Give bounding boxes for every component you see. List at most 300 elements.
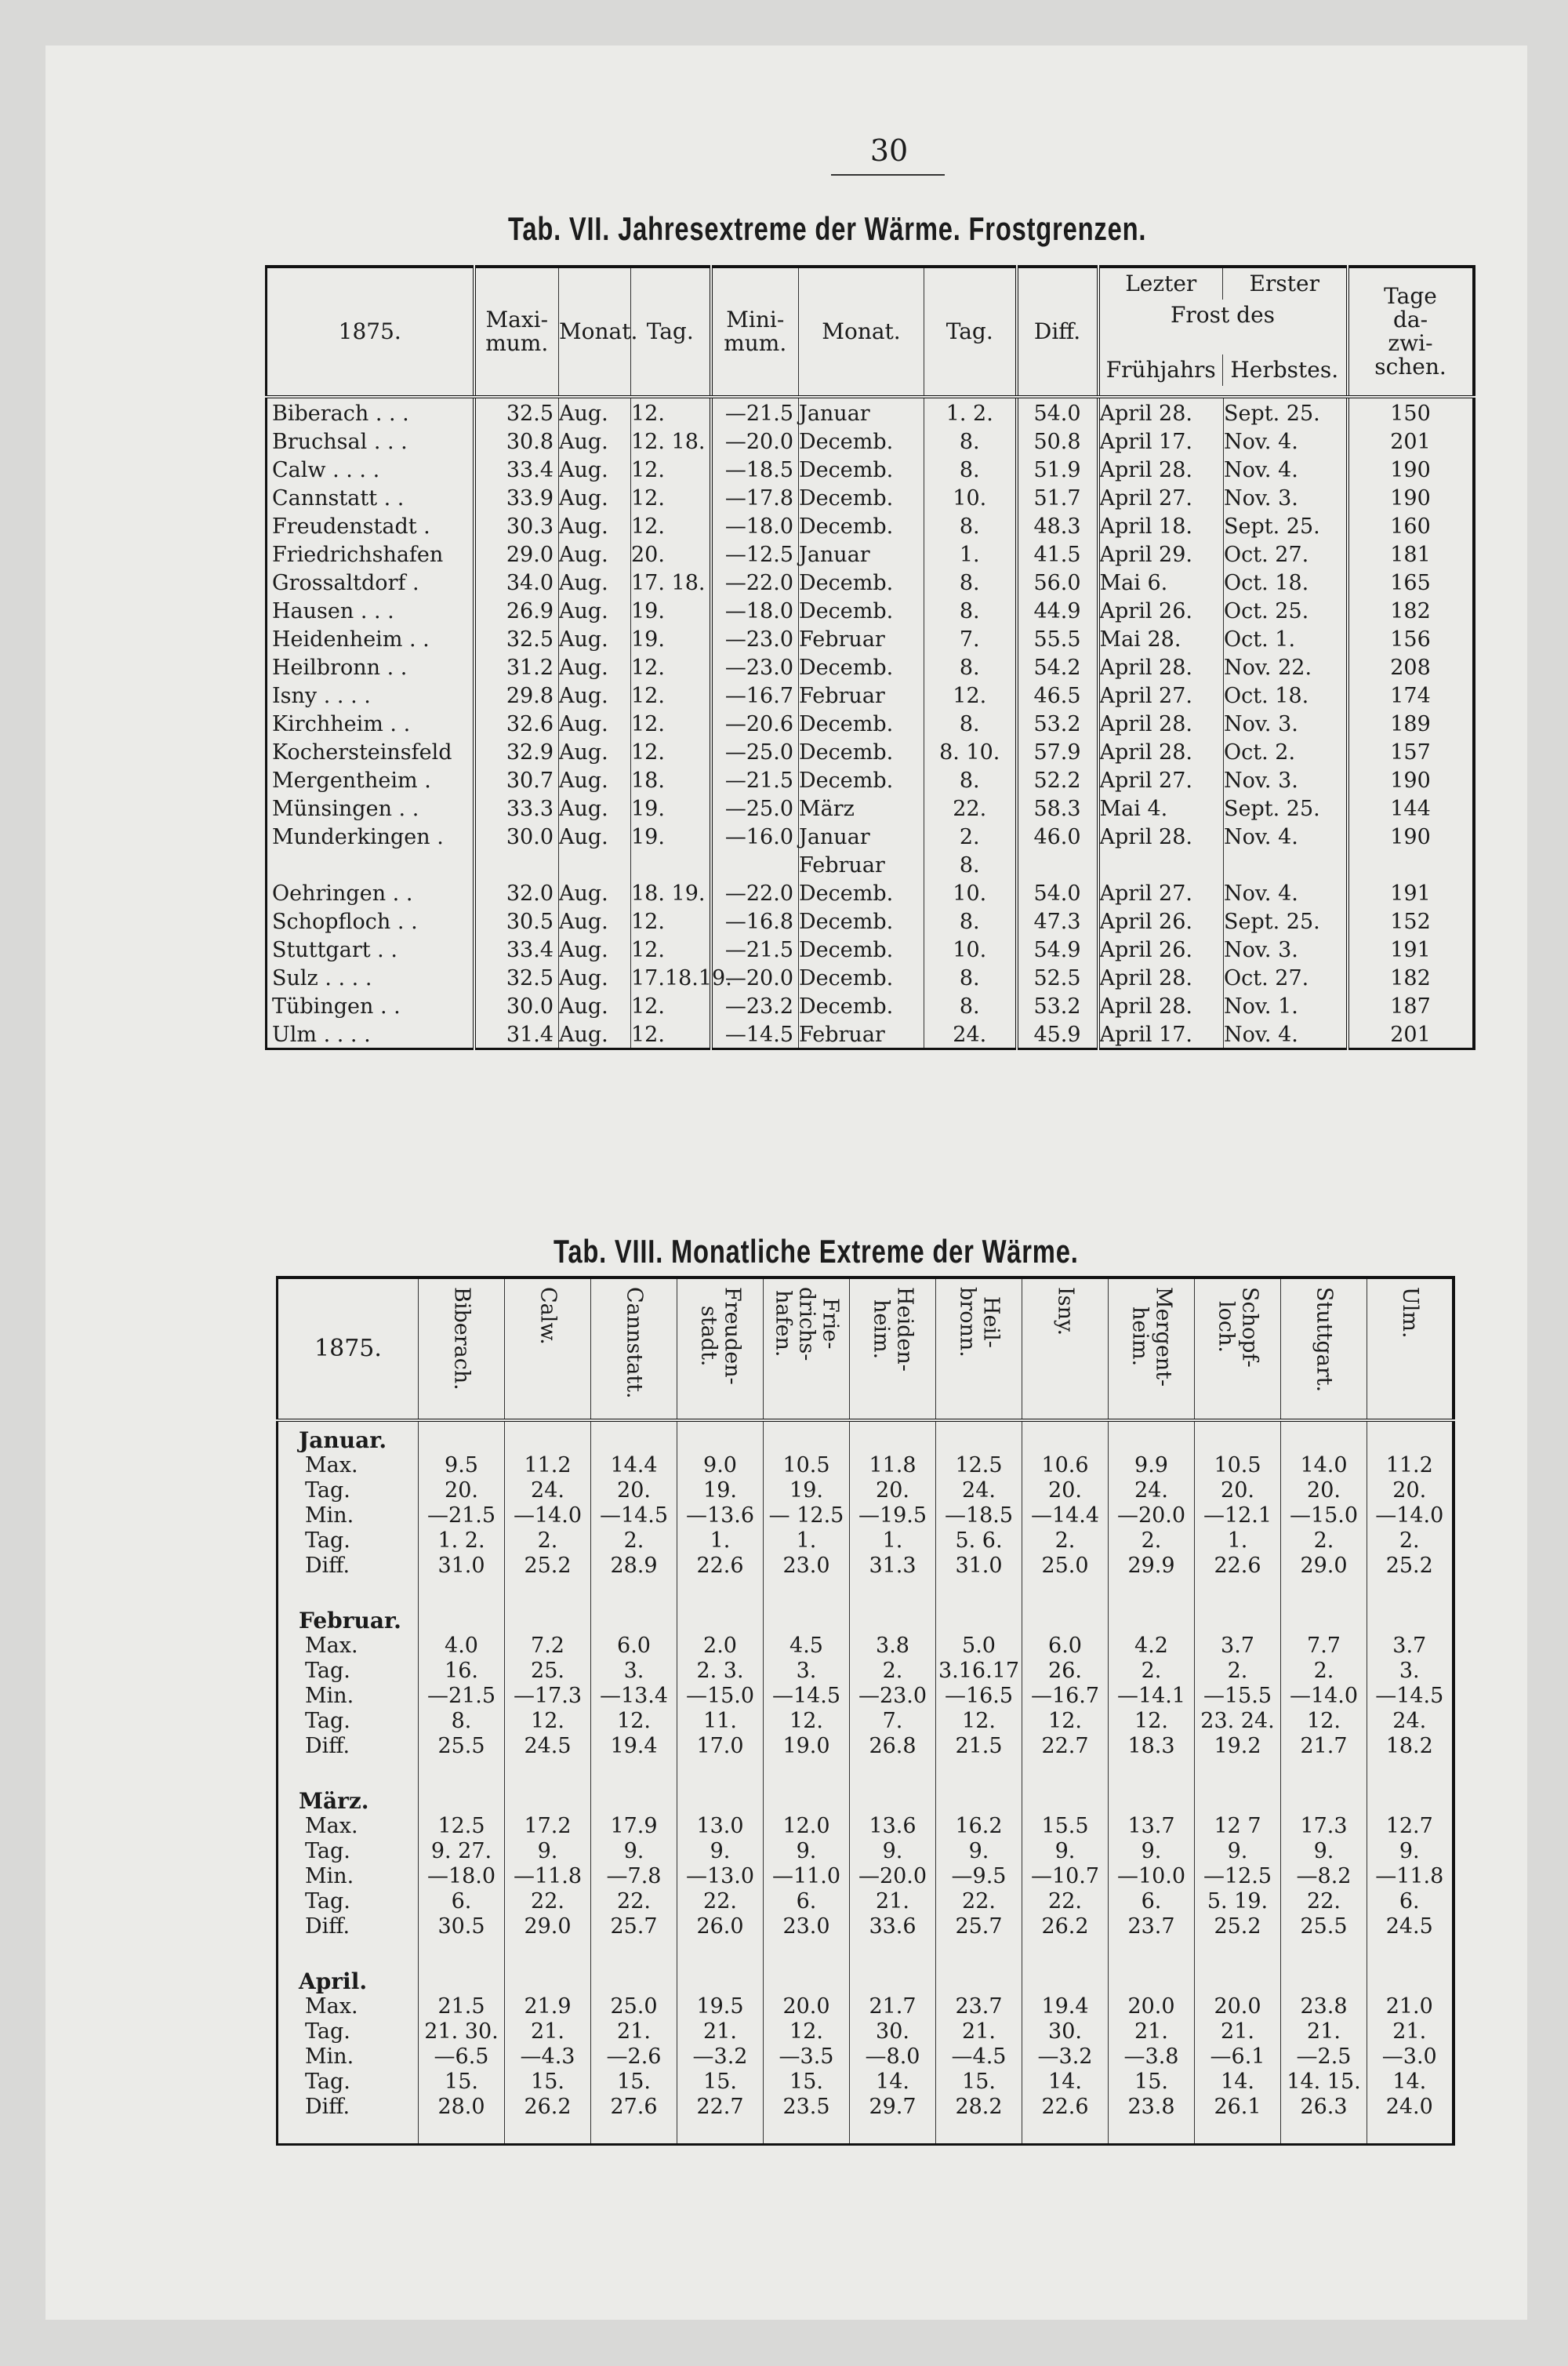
tab8-cell: —7.8: [591, 1864, 677, 1889]
tab8-cell: 23.8: [1109, 2095, 1195, 2145]
tab7-cell: Aug.: [559, 568, 631, 596]
tab7-cell: 152: [1348, 907, 1474, 935]
tab8-cell: 14.: [1367, 2070, 1454, 2095]
tab8-cell: 14.: [1195, 2070, 1281, 2095]
tab8-cell: 21.5: [419, 1994, 505, 2019]
tab7-cell: 47.3: [1017, 907, 1098, 935]
tab8-empty-cell: [1367, 1420, 1454, 1453]
tab8-cell: 15.: [1109, 2070, 1195, 2095]
tab8-station-header: [591, 1277, 677, 1420]
tab7-cell: 12.: [924, 681, 1017, 709]
tab7-header-tag2: Tag.: [924, 267, 1017, 397]
tab8-cell: 20.: [1367, 1478, 1454, 1503]
tab7-cell: 32.9: [474, 737, 559, 765]
tab8-row: [278, 1528, 1454, 1554]
tab8-cell: 12.0: [764, 1814, 850, 1839]
tab7-cell: 50.8: [1017, 427, 1098, 455]
tab7-cell: Mai 6.: [1098, 568, 1224, 596]
tab7-cell: Decemb.: [799, 963, 924, 991]
tab8-row-label: Min.: [305, 1684, 354, 1708]
tab8-cell: 9.: [764, 1839, 850, 1864]
tab7-cell: Nov. 1.: [1224, 991, 1348, 1019]
tab8-cell: —11.0: [764, 1864, 850, 1889]
tab8-row: [278, 1864, 1454, 1889]
tab8-row-label: Diff.: [305, 1734, 350, 1758]
tab8-empty-cell: [764, 1963, 850, 1994]
tab8-cell: 4.5: [764, 1634, 850, 1659]
tab8-empty-cell: [677, 1963, 764, 1994]
tab7-station: Grossaltdorf .: [272, 571, 419, 595]
tab7-cell: —14.5: [711, 1019, 799, 1049]
tab7-cell: April 18.: [1098, 511, 1224, 540]
tab8-month-name: April.: [299, 1968, 368, 1994]
tab7-header-frost: [1098, 267, 1348, 397]
tab7-cell: 30.3: [474, 511, 559, 540]
tab8-cell: 30.: [850, 2019, 936, 2044]
tab7-cell: [631, 850, 711, 878]
tab7-cell: 182: [1348, 963, 1474, 991]
tab7-cell: 24.: [924, 1019, 1017, 1049]
tab7-cell: Nov. 4.: [1224, 455, 1348, 483]
tab7-cell: 34.0: [474, 568, 559, 596]
tab7-cell: Mai 28.: [1098, 624, 1224, 652]
tab7-cell: 157: [1348, 737, 1474, 765]
tab7-body: [267, 397, 1474, 1049]
tab7-cell: Aug.: [559, 596, 631, 624]
tab8-empty-cell: [850, 1420, 936, 1453]
tab7-station: Stuttgart . .: [272, 938, 397, 962]
tab8-cell: —2.5: [1281, 2044, 1367, 2070]
tab8-cell: 19.4: [591, 1734, 677, 1783]
tab8-cell: 3.: [764, 1659, 850, 1684]
tab7-row: [267, 568, 1474, 596]
tab8-cell: 24.: [936, 1478, 1022, 1503]
tab8-cell: 20.: [419, 1478, 505, 1503]
tab7-cell: April 28.: [1098, 455, 1224, 483]
tab7-cell: 33.3: [474, 794, 559, 822]
tab7-cell: 30.0: [474, 822, 559, 850]
tab8-cell: 5. 19.: [1195, 1889, 1281, 1914]
tab8-month-name: März.: [299, 1788, 369, 1814]
tab7-cell: 144: [1348, 794, 1474, 822]
tab8-empty-cell: [591, 1963, 677, 1994]
tab8-cell: 19.5: [677, 1994, 764, 2019]
tab8-cell: 3.7: [1367, 1634, 1454, 1659]
tab8-cell: 28.9: [591, 1554, 677, 1602]
tab8-cell: —14.5: [764, 1684, 850, 1709]
tab8-cell: —12.1: [1195, 1503, 1281, 1528]
tab8-cell: 12 7: [1195, 1814, 1281, 1839]
tab7-cell: 54.0: [1017, 397, 1098, 427]
tab7-cell: 53.2: [1017, 991, 1098, 1019]
tab8-empty-cell: [1281, 1420, 1367, 1453]
tab8-empty-cell: [850, 1602, 936, 1634]
tab8-empty-cell: [1109, 1420, 1195, 1453]
tab8-cell: 23.5: [764, 2095, 850, 2145]
tab8-cell: 9.0: [677, 1453, 764, 1478]
tab8-cell: 21.9: [505, 1994, 591, 2019]
tab7-cell: 12.: [631, 483, 711, 511]
tab8-cell: 12.: [1109, 1709, 1195, 1734]
tab8-cell: 31.0: [936, 1554, 1022, 1602]
tab7-cell: 190: [1348, 455, 1474, 483]
tab7-cell: [474, 850, 559, 878]
tab7-cell: Decemb.: [799, 511, 924, 540]
tab8-cell: —3.2: [677, 2044, 764, 2070]
tab8-empty-cell: [936, 1602, 1022, 1634]
tab7-cell: 8.: [924, 511, 1017, 540]
tab8-station-name: Mergent- heim.: [1127, 1287, 1176, 1387]
tab7-cell: Decemb.: [799, 935, 924, 963]
tab8-empty-cell: [1195, 1420, 1281, 1453]
tab8-station-name: Biberach.: [449, 1287, 474, 1390]
tab8-empty-cell: [591, 1420, 677, 1453]
tab7-row: [267, 624, 1474, 652]
tab8-row: [278, 1634, 1454, 1659]
tab8-cell: 21.5: [936, 1734, 1022, 1783]
tab7-cell: 30.0: [474, 991, 559, 1019]
tab7-cell: 12.: [631, 652, 711, 681]
tab8-empty-cell: [505, 1420, 591, 1453]
tab8-empty-cell: [1195, 1783, 1281, 1814]
tab7-cell: 10.: [924, 483, 1017, 511]
tab7-cell: 46.0: [1017, 822, 1098, 850]
tab8-cell: 15.: [764, 2070, 850, 2095]
tab8-cell: 21.: [677, 2019, 764, 2044]
tab7-cell: 8. 10.: [924, 737, 1017, 765]
tab7-cell: Nov. 3.: [1224, 709, 1348, 737]
tab7-row: [267, 935, 1474, 963]
tab8-cell: 6.: [1367, 1889, 1454, 1914]
tab8-cell: 21.: [591, 2019, 677, 2044]
tab8-cell: —15.5: [1195, 1684, 1281, 1709]
tab7-cell: 56.0: [1017, 568, 1098, 596]
tab7-row: [267, 991, 1474, 1019]
tab8-cell: 6.: [764, 1889, 850, 1914]
tab7-cell: Aug.: [559, 483, 631, 511]
tab8-empty-cell: [764, 1783, 850, 1814]
tab7-cell: Nov. 4.: [1224, 822, 1348, 850]
page-number-rule: [831, 174, 945, 176]
tab7-station: Freudenstadt .: [272, 514, 430, 539]
tab8-cell: 22.: [1022, 1889, 1109, 1914]
tab8-empty-cell: [1367, 1783, 1454, 1814]
tab7-row: [267, 455, 1474, 483]
tab8-cell: 4.0: [419, 1634, 505, 1659]
tab7-cell: Januar: [799, 540, 924, 568]
tab7-cell: 8.: [924, 427, 1017, 455]
tab7-cell: 30.7: [474, 765, 559, 794]
tab7-cell: 160: [1348, 511, 1474, 540]
tab8-cell: 2.: [1109, 1528, 1195, 1554]
tab7-header-monat2: Monat.: [799, 267, 924, 397]
tab8-cell: 14.4: [591, 1453, 677, 1478]
tab7-cell: April 26.: [1098, 907, 1224, 935]
tab7-header-monat: Monat.: [559, 267, 631, 397]
tab7-cell: 58.3: [1017, 794, 1098, 822]
tab8-row-label: Tag.: [305, 1839, 350, 1863]
tab8-body: [278, 1420, 1454, 2145]
tab8-cell: —14.0: [1367, 1503, 1454, 1528]
tab8-cell: 19.: [764, 1478, 850, 1503]
tab8-empty-cell: [591, 1783, 677, 1814]
tab7-cell: April 17.: [1098, 427, 1224, 455]
tab7-cell: 191: [1348, 878, 1474, 907]
tab8-cell: —8.0: [850, 2044, 936, 2070]
tab8-empty-cell: [1109, 1783, 1195, 1814]
tab8-cell: 6.: [419, 1889, 505, 1914]
tab7-station: Munderkingen .: [272, 825, 444, 849]
tab8-empty-cell: [1281, 1963, 1367, 1994]
tab7-cell: 7.: [924, 624, 1017, 652]
tab7-cell: 17. 18.: [631, 568, 711, 596]
tab8-cell: —6.5: [419, 2044, 505, 2070]
tab7-cell: 30.8: [474, 427, 559, 455]
tab7-cell: 8.: [924, 907, 1017, 935]
tab8-cell: —6.1: [1195, 2044, 1281, 2070]
tab8-cell: 2.: [505, 1528, 591, 1554]
tab8-cell: 12.: [1022, 1709, 1109, 1734]
tab7-cell: April 29.: [1098, 540, 1224, 568]
tab7-cell: Sept. 25.: [1224, 907, 1348, 935]
tab7-cell: Februar: [799, 624, 924, 652]
tab8-cell: —11.8: [505, 1864, 591, 1889]
tab7-cell: 8.: [924, 596, 1017, 624]
tab7-row: [267, 765, 1474, 794]
tab8-cell: 2.: [850, 1659, 936, 1684]
tab8-cell: 2.: [1195, 1659, 1281, 1684]
tab8-cell: 30.: [1022, 2019, 1109, 2044]
tab8-empty-cell: [419, 1963, 505, 1994]
tab7-cell: 201: [1348, 427, 1474, 455]
tab8-cell: —14.0: [1281, 1684, 1367, 1709]
tab7-cell: Aug.: [559, 765, 631, 794]
tab8-cell: 17.2: [505, 1814, 591, 1839]
tab8-row-label: Diff.: [305, 1914, 350, 1939]
tab8-cell: 18.2: [1367, 1734, 1454, 1783]
tab8-cell: 3.8: [850, 1634, 936, 1659]
tab8-cell: 12.: [1281, 1709, 1367, 1734]
tab7-cell: Nov. 3.: [1224, 935, 1348, 963]
tab7-cell: 12.: [631, 1019, 711, 1049]
tab8-cell: —3.2: [1022, 2044, 1109, 2070]
tab8-cell: — 12.5: [764, 1503, 850, 1528]
tab7-cell: 8.: [924, 991, 1017, 1019]
tab7-station: Cannstatt . .: [272, 486, 405, 511]
tab8-cell: 25.2: [1367, 1554, 1454, 1602]
tab8-cell: 6.0: [1022, 1634, 1109, 1659]
tab8-cell: 6.0: [591, 1634, 677, 1659]
tab7-cell: Oct. 27.: [1224, 963, 1348, 991]
tab7-cell: Aug.: [559, 709, 631, 737]
tab7-cell: 22.: [924, 794, 1017, 822]
tab8-cell: 25.5: [419, 1734, 505, 1783]
tab8-cell: 26.2: [1022, 1914, 1109, 1963]
tab8-station-name: Schopf- loch.: [1214, 1287, 1262, 1368]
tab8-empty-cell: [1022, 1420, 1109, 1453]
tab7-header-tage: Tage da- zwi- schen.: [1348, 267, 1474, 397]
tab7-cell: Oct. 1.: [1224, 624, 1348, 652]
tab7-row: [267, 709, 1474, 737]
tab7-cell: 12.: [631, 455, 711, 483]
tab8-cell: 15.: [936, 2070, 1022, 2095]
tab8-cell: 23.8: [1281, 1994, 1367, 2019]
tab8-empty-cell: [936, 1963, 1022, 1994]
tab8-empty-cell: [1367, 1963, 1454, 1994]
tab8-month-header-row: [278, 1963, 1454, 1994]
tab8-station-header: [505, 1277, 591, 1420]
tab8-cell: 25.5: [1281, 1914, 1367, 1963]
tab7-cell: 54.9: [1017, 935, 1098, 963]
tab8-cell: 23.0: [764, 1914, 850, 1963]
tab7-row: [267, 907, 1474, 935]
tab8-cell: 26.3: [1281, 2095, 1367, 2145]
tab8-empty-cell: [505, 1602, 591, 1634]
tab8-cell: 23.7: [1109, 1914, 1195, 1963]
tab8-cell: 2.: [1022, 1528, 1109, 1554]
tab7-header-herbstes: Herbstes.: [1230, 357, 1339, 383]
tab7-cell: —21.5: [711, 935, 799, 963]
tab8-row: [278, 1889, 1454, 1914]
tab8-cell: 29.7: [850, 2095, 936, 2145]
tab8-station-name: Freuden- stadt.: [696, 1287, 745, 1385]
tab8-cell: —3.8: [1109, 2044, 1195, 2070]
tab8-cell: 9.: [1109, 1839, 1195, 1864]
tab8-cell: 3.: [1367, 1659, 1454, 1684]
tab8-row: [278, 2070, 1454, 2095]
tab7-cell: 32.5: [474, 624, 559, 652]
tab7-cell: [711, 850, 799, 878]
tab7-cell: April 27.: [1098, 878, 1224, 907]
tab8-station-header: [1281, 1277, 1367, 1420]
tab8-cell: 9.: [1022, 1839, 1109, 1864]
tab8-cell: 2.: [1367, 1528, 1454, 1554]
tab7-cell: 208: [1348, 652, 1474, 681]
tab8-cell: 26.2: [505, 2095, 591, 2145]
tab8-cell: 20.: [1281, 1478, 1367, 1503]
tab7-station: Ulm . . . .: [272, 1023, 371, 1047]
tab7-cell: 26.9: [474, 596, 559, 624]
tab8-cell: 22.: [936, 1889, 1022, 1914]
tab8-cell: 10.6: [1022, 1453, 1109, 1478]
tab7-cell: Decemb.: [799, 568, 924, 596]
tab7-table: [265, 265, 1475, 1050]
tab7-station: Mergentheim .: [272, 769, 431, 793]
tab8-cell: 22.: [591, 1889, 677, 1914]
tab7-cell: 29.0: [474, 540, 559, 568]
tab8-cell: 22.7: [677, 2095, 764, 2145]
tab8-empty-cell: [764, 1602, 850, 1634]
tab7-cell: 41.5: [1017, 540, 1098, 568]
tab7-station: Oehringen . .: [272, 881, 413, 906]
tab8-station-name: Heiden- heim.: [869, 1287, 917, 1372]
tab7-cell: Nov. 4.: [1224, 427, 1348, 455]
tab8-cell: 8.: [419, 1709, 505, 1734]
tab8-station-header: [419, 1277, 505, 1420]
tab8-row-label: Tag.: [305, 1659, 350, 1683]
tab8-empty-cell: [505, 1963, 591, 1994]
tab8-empty-cell: [1281, 1602, 1367, 1634]
tab8-cell: 22.: [1281, 1889, 1367, 1914]
tab8-cell: 28.0: [419, 2095, 505, 2145]
tab7-row: [267, 511, 1474, 540]
tab8-cell: 12.: [764, 1709, 850, 1734]
tab8-month-name: Januar.: [299, 1427, 387, 1453]
tab7-cell: Decemb.: [799, 652, 924, 681]
tab7-cell: 1.: [924, 540, 1017, 568]
tab8-cell: 24.: [1109, 1478, 1195, 1503]
tab7-row: [267, 963, 1474, 991]
tab8-cell: 20.: [850, 1478, 936, 1503]
tab7-cell: 10.: [924, 935, 1017, 963]
tab7-cell: 30.5: [474, 907, 559, 935]
tab7-cell: 187: [1348, 991, 1474, 1019]
tab8-cell: 25.2: [505, 1554, 591, 1602]
tab8-empty-cell: [1022, 1602, 1109, 1634]
tab8-cell: 12.5: [936, 1453, 1022, 1478]
tab7-cell: Nov. 4.: [1224, 878, 1348, 907]
tab8-cell: 24.0: [1367, 2095, 1454, 2145]
tab8-cell: 11.2: [1367, 1453, 1454, 1478]
tab8-cell: 7.: [850, 1709, 936, 1734]
tab7-cell: 12. 18.: [631, 427, 711, 455]
tab8-cell: —13.6: [677, 1503, 764, 1528]
tab7-header-tag: Tag.: [631, 267, 711, 397]
tab8-cell: 29.9: [1109, 1554, 1195, 1602]
tab8-cell: 10.5: [1195, 1453, 1281, 1478]
tab8-cell: 19.4: [1022, 1994, 1109, 2019]
tab8-cell: 13.7: [1109, 1814, 1195, 1839]
tab7-station: Heilbronn . .: [272, 656, 408, 680]
tab7-cell: Aug.: [559, 455, 631, 483]
tab7-cell: 19.: [631, 624, 711, 652]
tab8-cell: 19.: [677, 1478, 764, 1503]
tab8-cell: 2.: [1281, 1659, 1367, 1684]
tab8-month-header-row: [278, 1783, 1454, 1814]
tab8-cell: 2. 3.: [677, 1659, 764, 1684]
tab8-cell: 5. 6.: [936, 1528, 1022, 1554]
tab7-cell: [559, 850, 631, 878]
tab8-cell: 19.2: [1195, 1734, 1281, 1783]
tab7-cell: 1. 2.: [924, 397, 1017, 427]
tab7-cell: 12.: [631, 935, 711, 963]
tab8-cell: 6.: [1109, 1889, 1195, 1914]
tab8-row-label: Max.: [305, 1994, 358, 2019]
tab7-cell: 191: [1348, 935, 1474, 963]
tab7-cell: 44.9: [1017, 596, 1098, 624]
tab8-cell: 33.6: [850, 1914, 936, 1963]
tab7-cell: 32.5: [474, 963, 559, 991]
tab8-cell: —19.5: [850, 1503, 936, 1528]
tab8-cell: —21.5: [419, 1503, 505, 1528]
tab7-cell: Aug.: [559, 511, 631, 540]
tab8-cell: 3.7: [1195, 1634, 1281, 1659]
tab7-cell: 32.5: [474, 397, 559, 427]
tab8-cell: 12.: [591, 1709, 677, 1734]
tab7-cell: 8.: [924, 455, 1017, 483]
tab7-cell: —16.7: [711, 681, 799, 709]
tab8-cell: 9.: [677, 1839, 764, 1864]
tab7-cell: 10.: [924, 878, 1017, 907]
tab7-row: [267, 397, 1474, 427]
tab8-empty-cell: [591, 1602, 677, 1634]
tab8-cell: —20.0: [1109, 1503, 1195, 1528]
tab8-cell: —23.0: [850, 1684, 936, 1709]
tab7-cell: Februar: [799, 850, 924, 878]
tab7-cell: März: [799, 794, 924, 822]
tab7-station: Sulz . . . .: [272, 966, 372, 990]
tab8-row-label: Tag.: [305, 1709, 350, 1733]
